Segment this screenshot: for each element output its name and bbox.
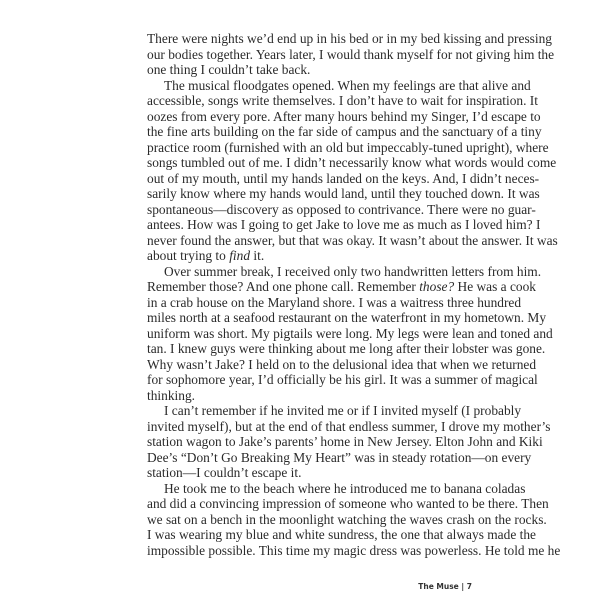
text-line: Over summer break, I received only two handwritten letters from him. [164, 263, 542, 279]
italic-text: find [229, 248, 251, 263]
text-line: antees. How was I going to get Jake to love me as much as I loved him? I [147, 217, 541, 232]
text-line: the fine arts building on the far side of campus and the sanctuary of a tiny [147, 124, 542, 139]
text-line: Why wasn’t Jake? I held on to the delusional idea that when we returned [147, 356, 537, 372]
text-line: He took me to the beach where he introduced me to banana coladas [164, 480, 526, 496]
paragraph [147, 480, 561, 559]
text-line: There were nights we’d end up in his bed or in my bed kissing and pressing [147, 31, 552, 46]
text-line: spontaneous—discovery as opposed to contrivance. There were no guar- [147, 201, 536, 217]
text-line: out of my mouth, until my hands landed on the keys. And, I didn’t neces- [147, 170, 540, 186]
text-line: never found the answer, but that was okay. It wasn’t about the answer. It was [147, 232, 558, 248]
text-line [147, 279, 536, 295]
paragraph [147, 263, 553, 404]
text-line: miles north at a seafood restaurant on the waterfront in my hometown. My [147, 310, 547, 325]
text-segment: about trying to [147, 248, 230, 263]
text-line: uniform was short. My pigtails were long. My legs were lean and toned and [147, 325, 553, 341]
page-number: 7 [466, 582, 472, 591]
text-line: invited myself), but at the end of that endless summer, I drove my mother’s [147, 418, 551, 434]
text-line: practice room (furnished with an old but impeccably-tuned upright), where [147, 139, 549, 155]
text-segment: He was a cook [454, 279, 536, 294]
text-line: Dee’s “Don’t Go Breaking My Heart” was in steady rotation—on every [147, 449, 532, 465]
book-title: The Muse [418, 582, 459, 591]
text-line: one thing I couldn’t take back. [147, 62, 311, 77]
text-line: I can’t remember if he invited me or if I invited myself (I probably [164, 403, 522, 418]
italic-text: those? [419, 279, 455, 294]
text-line: I was wearing my blue and white sundress, the one that always made the [147, 527, 536, 542]
footer-separator: | [461, 582, 465, 591]
text-line: in a crab house on the Maryland shore. I was a waitress three hundred [147, 294, 522, 310]
text-line: our bodies together. Years later, I would thank myself for not giving him the [147, 46, 555, 62]
text-line: sarily know where my hands would land, until they touched down. It was [147, 186, 540, 201]
text-line: for sophomore year, I’d officially be his girl. It was a summer of magical [147, 372, 538, 387]
text-line [147, 248, 473, 264]
text-line: and did a convincing impression of someone who wanted to be there. Then [147, 496, 549, 511]
text-line: accessible, songs write themselves. I don’t have to wait for inspiration. It [147, 93, 538, 108]
page-body [147, 31, 561, 558]
paragraph [147, 77, 558, 264]
text-segment: it. [250, 248, 265, 263]
text-line: thinking. [147, 387, 195, 403]
paragraph [147, 403, 551, 481]
running-footer [418, 582, 472, 591]
text-segment: Remember those? And one phone call. Remember [147, 279, 420, 294]
text-line: The musical floodgates opened. When my feelings are that alive and [164, 77, 531, 93]
text-line: we sat on a bench in the moonlight watching the waves crash on the rocks. [147, 511, 547, 527]
text-line: oozes from every pore. After many hours behind my Singer, I’d escape to [147, 108, 541, 124]
paragraph [147, 31, 555, 78]
text-line: station—I couldn’t escape it. [147, 465, 302, 480]
text-line: impossible possible. This time my magic dress was powerless. He told me he [147, 542, 561, 558]
text-line: songs tumbled out of me. I didn’t necessarily know what words would come [147, 155, 557, 170]
text-line: tan. I knew guys were thinking about me long after their lobster was gone. [147, 341, 546, 356]
text-line: station wagon to Jake’s parents’ home in New Jersey. Elton John and Kiki [147, 434, 543, 449]
